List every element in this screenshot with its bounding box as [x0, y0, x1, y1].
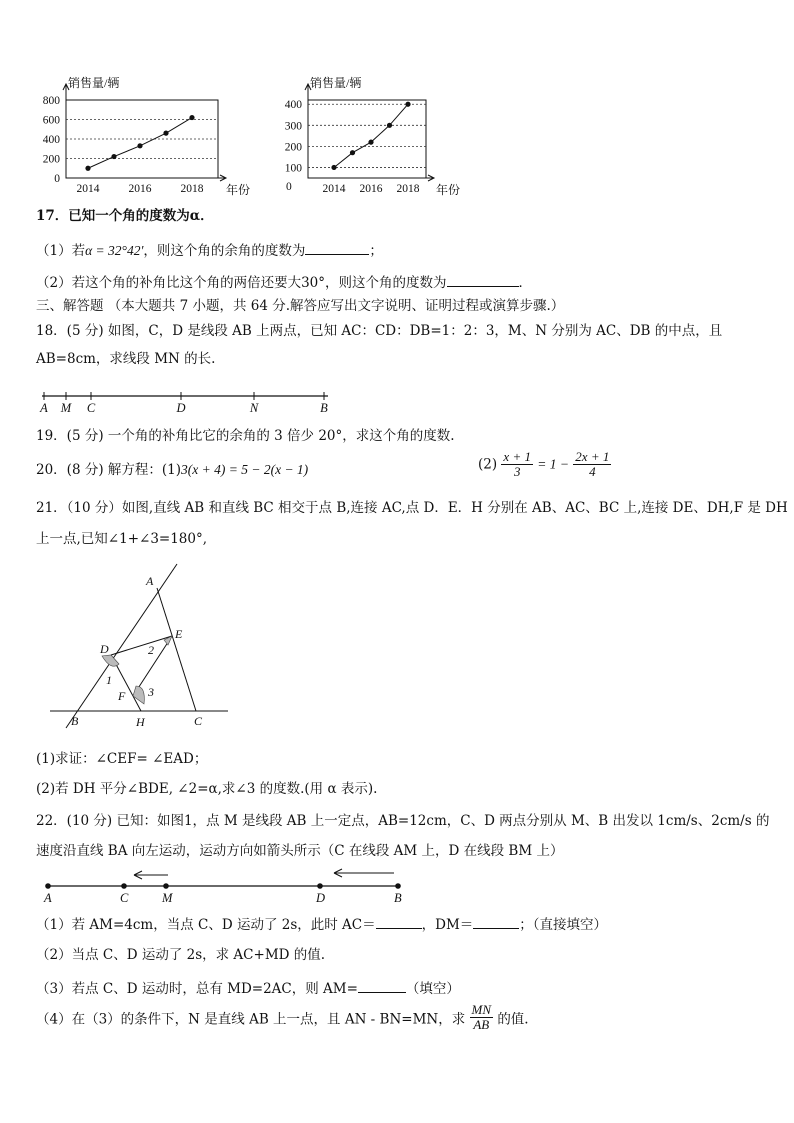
q22-part1: （1）若 AM=4cm，当点 C、D 运动了 2s，此时 AC＝ ，DM＝ ；（直接填空） [36, 914, 607, 934]
segment-point [45, 883, 51, 889]
q20-fraction1: $\frac{x + 1}{3}$ [503, 449, 531, 479]
data-point [111, 154, 116, 159]
data-point [137, 143, 142, 148]
q21-line2: 上一点,已知∠1+∠3=180°, [36, 531, 208, 547]
q17-part2: （2）若这个角的补角比这个角的两倍还要大30°，则这个角的度数为 ． [36, 272, 532, 292]
x-tick-label: 2016 [128, 183, 152, 195]
q21-geometry-figure [44, 560, 244, 740]
chart-left [30, 70, 260, 200]
y-tick-label: 400 [42, 134, 60, 146]
q17-blank1[interactable] [305, 240, 369, 255]
figure-label: 3 [148, 685, 154, 699]
y-tick-label: 200 [284, 141, 302, 154]
angle-1-mark [102, 655, 119, 666]
data-point [368, 140, 373, 145]
q22-blank-ac[interactable] [376, 914, 422, 929]
q19-text: 19．(5 分) 一个角的补角比它的余角的 3 倍少 20°，求这个角的度数. [36, 428, 455, 444]
figure-label: B [71, 714, 79, 728]
q17-formula: α = 32°42′ [85, 243, 144, 258]
y-tick-label: 100 [284, 162, 302, 175]
q22-part3: （3）若点 C、D 运动时，总有 MD=2AC，则 AM= （填空） [36, 978, 460, 998]
q22-fraction: $\frac{MN}{AB}$ [471, 1002, 492, 1032]
y-tick-label: 400 [284, 99, 302, 112]
q17-part1: （1）若α = 32°42′，则这个角的余角的度数为 ； [36, 240, 383, 260]
y-axis-label: 销售量/辆 [310, 76, 362, 90]
q22-segment-figure [36, 864, 416, 906]
x-tick-label: 2014 [76, 183, 100, 195]
plot-frame [308, 100, 426, 178]
q20-part2: (2) $\frac{x + 1}{3}$ = 1 − $\frac{2x + 1}{4}$ [478, 449, 610, 479]
segment-point [317, 883, 323, 889]
line-ab [66, 564, 177, 728]
q22-blank-am[interactable] [358, 978, 406, 993]
segment-point [395, 883, 401, 889]
q22-part2: （2）当点 C、D 运动了 2s，求 AC+MD 的值. [36, 947, 326, 963]
point-label: D [176, 401, 186, 415]
data-point [387, 123, 392, 128]
point-label: M [60, 401, 72, 415]
x-tick-label: 2018 [396, 183, 420, 195]
y-tick-label: 0 [54, 173, 60, 185]
q18-line2: AB=8cm，求线段 MN 的长. [36, 351, 216, 367]
q21-part1: (1)求证：∠CEF= ∠EAD； [36, 751, 208, 767]
q18-line1: 18．(5 分) 如图，C，D 是线段 AB 上两点，已知 AC：CD：DB=1：2：3，M、N 分别为 AC、DB 的中点，且 [36, 323, 723, 339]
y-tick-label: 800 [42, 95, 60, 107]
segment-point [121, 883, 127, 889]
q21-line1: 21．（10 分）如图,直线 AB 和直线 BC 相交于点 B,连接 AC,点 D．E．H 分别在 AB、AC、BC 上,连接 DE、DH,F 是 DH [36, 500, 788, 516]
data-point [163, 131, 168, 136]
point-label: C [120, 891, 129, 905]
q22-line2: 速度沿直线 BA 向左运动，运动方向如箭头所示（C 在线段 AM 上，D 在线段 BM 上） [36, 843, 564, 859]
q17-stem: 17．已知一个角的度数为α． [36, 208, 214, 224]
point-label: B [320, 401, 328, 415]
series-line [334, 104, 408, 167]
figure-label: 1 [106, 673, 112, 687]
figure-label: F [118, 689, 126, 703]
q21-part2: (2)若 DH 平分∠BDE, ∠2=α,求∠3 的度数.(用 α 表示). [36, 781, 378, 797]
figure-label: H [136, 715, 145, 729]
y-axis-label: 销售量/辆 [68, 76, 120, 90]
y-tick-label: 300 [284, 120, 302, 133]
x-tick-label: 2014 [322, 183, 346, 195]
q20-equation1: 3(x + 4) = 5 − 2(x − 1) [181, 462, 309, 477]
q22-blank-dm[interactable] [473, 914, 519, 929]
y-tick-label: 200 [42, 153, 60, 166]
figure-label: 2 [148, 643, 154, 657]
point-label: N [249, 401, 259, 415]
x-tick-label: 2018 [180, 183, 204, 195]
segment-point [163, 883, 169, 889]
y-tick-label: 600 [42, 114, 60, 127]
q18-segment-figure [36, 380, 336, 416]
point-label: M [162, 891, 173, 905]
figure-label: C [194, 714, 203, 728]
data-point [85, 166, 90, 171]
point-label: C [86, 401, 96, 415]
q22-part4: （4）在（3）的条件下，N 是直线 AB 上一点，且 AN - BN=MN，求 $\frac{MN}{AB}$ 的值. [36, 1002, 529, 1032]
segment-de [111, 636, 172, 655]
x-axis-label: 年份 [226, 183, 251, 197]
data-point [331, 165, 336, 170]
q20-part1: 20．(8 分) 解方程：(1)3(x + 4) = 5 − 2(x − 1) [36, 462, 309, 478]
point-label: D [316, 891, 326, 905]
chart-right [280, 70, 470, 200]
figure-label: E [175, 627, 183, 641]
angle-3-mark [133, 686, 144, 704]
q22-line1: 22．(10 分) 已知：如图1，点 M 是线段 AB 上一定点，AB=12cm，C、D 两点分别从 M、B 出发以 1cm/s、2cm/s 的 [36, 813, 770, 829]
point-label: B [394, 891, 402, 905]
series-line [88, 118, 192, 169]
y-tick-label: 0 [286, 181, 292, 193]
data-point [189, 115, 194, 120]
data-point [405, 102, 410, 107]
figure-label: D [100, 642, 109, 656]
section-3-heading: 三、解答题 （本大题共 7 小题，共 64 分.解答应写出文字说明、证明过程或演算步骤.） [36, 298, 565, 314]
point-label: A [40, 401, 48, 415]
q17-blank2[interactable] [447, 272, 519, 287]
q20-fraction2: $\frac{2x + 1}{4}$ [575, 449, 610, 479]
x-axis-label: 年份 [436, 183, 461, 197]
point-label: A [44, 891, 52, 905]
figure-label: A [146, 574, 154, 588]
x-tick-label: 2016 [359, 183, 383, 195]
data-point [350, 150, 355, 155]
